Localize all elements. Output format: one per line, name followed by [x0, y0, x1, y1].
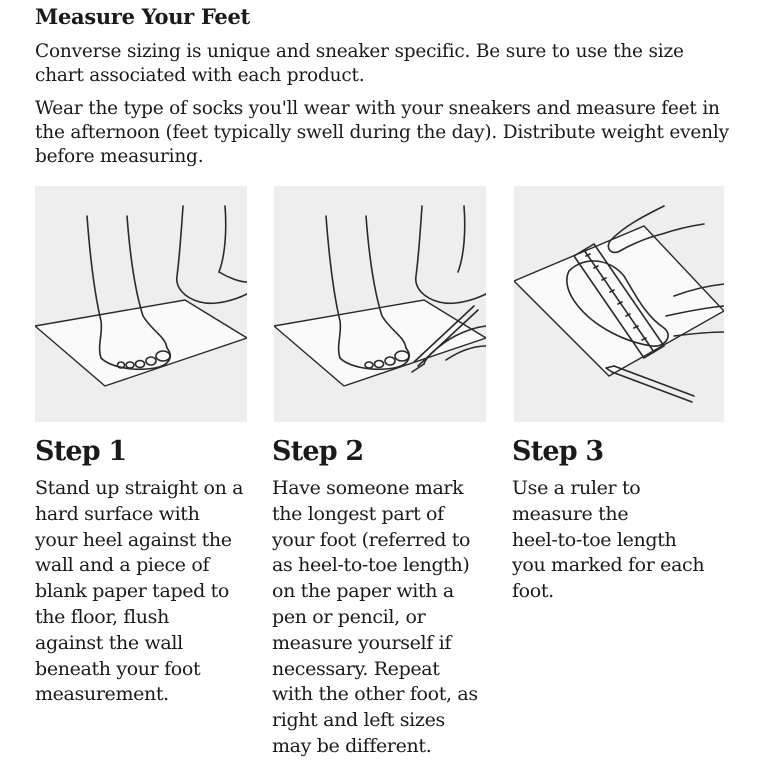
step-1-heading: Step 1 — [35, 436, 127, 467]
step-3-line: heel-to-toe length — [512, 528, 677, 551]
step-2-line: your foot (referred to — [272, 528, 471, 551]
step-3-line: you marked for each — [512, 554, 705, 577]
step-3-text — [512, 476, 737, 605]
intro-paragraph-socks: Wear the type of socks you'll wear with your sneakers and measure feet in the afternoon (feet typically swell during the day). Distribute weight evenly before measuring. — [35, 98, 729, 167]
step-3-heading: Step 3 — [512, 436, 604, 467]
step-2-illustration — [274, 186, 486, 422]
step-1-line: blank paper taped to — [35, 580, 230, 603]
step-2-heading: Step 2 — [272, 436, 364, 467]
ruler-measuring-icon — [514, 186, 724, 422]
step-2-line: as heel-to-toe length) — [272, 554, 470, 577]
step-1-line: measurement. — [35, 683, 169, 706]
step-1-line: your heel against the — [35, 528, 232, 551]
feet-on-paper-icon — [35, 186, 247, 422]
step-3-line: Use a ruler to — [512, 477, 641, 499]
step-1-line: the floor, flush — [35, 605, 169, 628]
step-1-illustration — [35, 186, 247, 422]
step-1-line: beneath your foot — [35, 657, 201, 680]
step-2-line: the longest part of — [272, 502, 444, 525]
intro-paragraph-sizing: Converse sizing is unique and sneaker specific. Be sure to use the size chart associated with each product. — [35, 41, 684, 86]
page-title: Measure Your Feet — [35, 4, 250, 29]
step-3-line: measure the — [512, 502, 629, 525]
step-2-line: right and left sizes — [272, 709, 445, 732]
marking-foot-with-pencil-icon — [274, 186, 486, 422]
step-2-line: with the other foot, as — [272, 683, 478, 706]
step-1-line: hard surface with — [35, 502, 200, 525]
step-1-line: wall and a piece of — [35, 554, 210, 577]
step-2-line: measure yourself if — [272, 631, 452, 654]
step-2-line: may be different. — [272, 734, 432, 757]
step-1-text — [35, 476, 260, 708]
step-3-illustration — [514, 186, 724, 422]
step-1-line: against the wall — [35, 631, 183, 654]
step-2-line: necessary. Repeat — [272, 657, 440, 680]
step-2-line: pen or pencil, or — [272, 605, 426, 628]
step-2-line: Have someone mark — [272, 477, 464, 499]
step-1-line: Stand up straight on a — [35, 477, 244, 499]
step-3-line: foot. — [512, 580, 554, 603]
step-2-line: on the paper with a — [272, 580, 454, 603]
step-2-text — [272, 476, 497, 760]
